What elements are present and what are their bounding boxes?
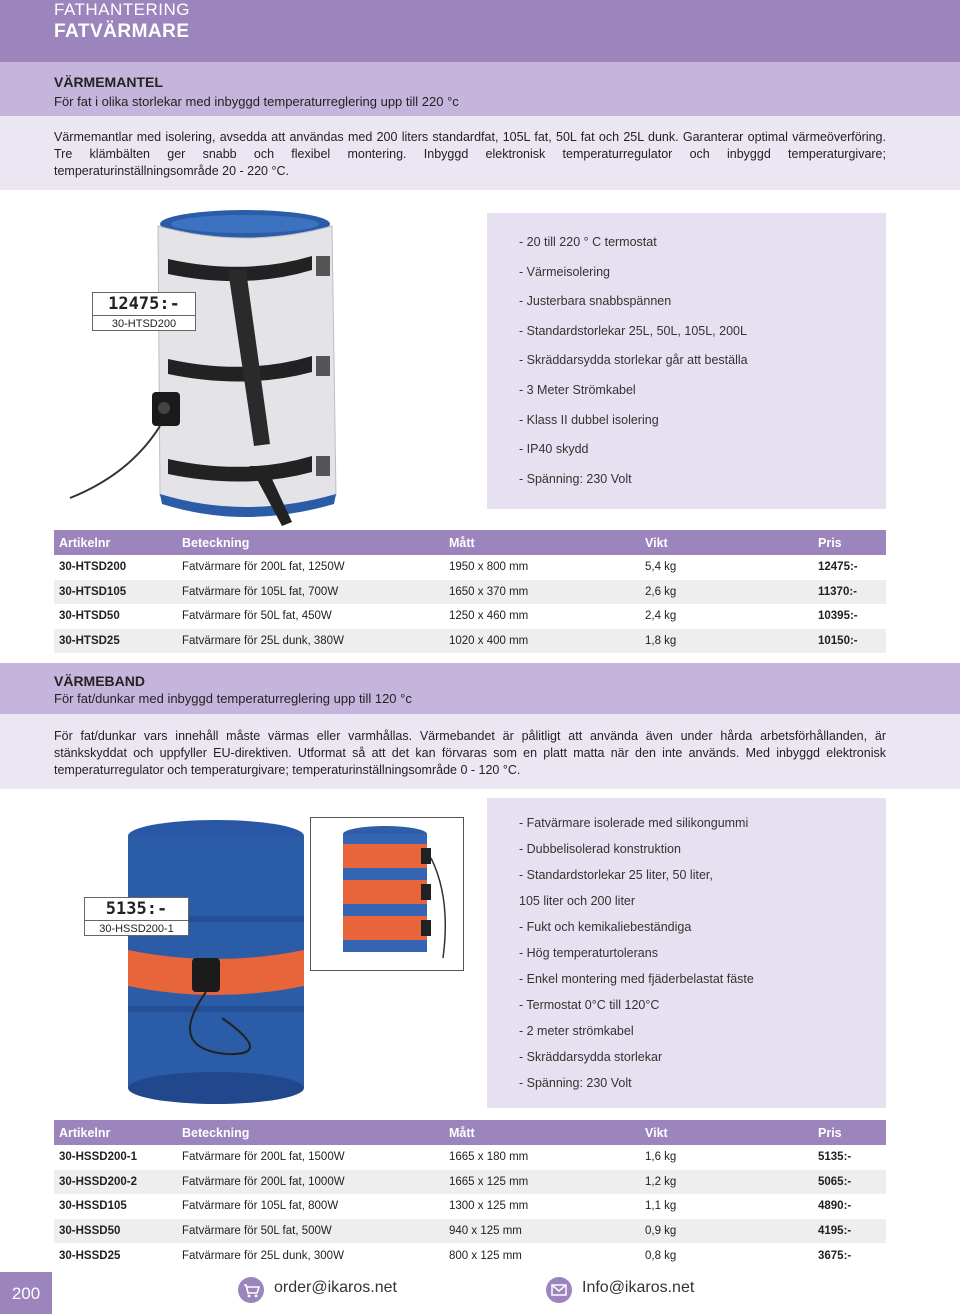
cell-beteckning: Fatvärmare för 105L fat, 700W	[177, 580, 444, 605]
feature-item: - Standardstorlekar 25 liter, 50 liter,	[519, 868, 713, 882]
section1-band	[0, 62, 960, 116]
order-email-link[interactable]: order@ikaros.net	[274, 1279, 397, 1296]
feature-item: - Skräddarsydda storlekar	[519, 1050, 663, 1064]
cell-beteckning: Fatvärmare för 200L fat, 1250W	[182, 561, 345, 574]
table-row	[54, 604, 886, 629]
feature-item: - Skräddarsydda storlekar går att beställa	[519, 353, 748, 368]
feature-item: - Standardstorlekar 25L, 50L, 105L, 200L	[519, 323, 747, 338]
section2-features-box	[487, 798, 886, 1108]
cell-pris: 11370:-	[813, 580, 886, 605]
cell-pris: 10395:-	[818, 610, 858, 623]
col-header-artikelnr: Artikelnr	[54, 1120, 177, 1145]
cell-artikelnr: 30-HTSD50	[59, 610, 120, 623]
price-code: 30-HSSD200-1	[99, 923, 174, 935]
page-number: 200	[0, 1272, 52, 1314]
cell-vikt: 2,6 kg	[640, 580, 813, 605]
cell-matt: 1300 x 125 mm	[449, 1200, 529, 1213]
cell-matt: 800 x 125 mm	[449, 1249, 522, 1262]
cell-matt: 1950 x 800 mm	[449, 561, 529, 574]
heating-band-drum-image	[126, 818, 306, 1108]
mail-icon	[546, 1277, 572, 1303]
page-title: FATVÄRMARE	[54, 21, 190, 42]
cell-matt: 1020 x 400 mm	[444, 629, 640, 654]
cart-icon	[238, 1277, 264, 1303]
cell-artikelnr: 30-HSSD105	[59, 1200, 127, 1213]
page-header	[0, 0, 960, 62]
stack-band-2	[343, 880, 427, 904]
price-tag	[92, 292, 196, 331]
cell-pris: 5135:-	[818, 1151, 852, 1164]
heating-jacket-image	[60, 204, 340, 530]
col-header-matt: Mått	[444, 530, 640, 555]
cell-artikelnr: 30-HTSD200	[59, 561, 127, 574]
cell-matt: 1250 x 460 mm	[449, 610, 529, 623]
cell-artikelnr: 30-HSSD50	[54, 1219, 177, 1244]
cell-vikt: 0,8 kg	[645, 1249, 677, 1262]
cell-artikelnr: 30-HSSD25	[59, 1249, 121, 1262]
stacked-drums-image	[311, 818, 463, 970]
table-header-row	[54, 530, 886, 555]
section2-description-box	[0, 714, 960, 789]
cell-artikelnr: 30-HTSD25	[54, 629, 177, 654]
table-row	[54, 1194, 886, 1219]
stack-box-1	[421, 848, 431, 864]
cell-matt: 1665 x 125 mm	[444, 1170, 640, 1195]
col-header-pris: Pris	[813, 1120, 886, 1145]
feature-item: - Enkel montering med fjäderbelastat fäste	[519, 972, 754, 986]
cell-pris: 10150:-	[813, 629, 886, 654]
table-row	[54, 1170, 886, 1195]
section1-subtitle: För fat i olika storlekar med inbyggd temperaturreglering upp till 220 °c	[54, 94, 459, 109]
cell-vikt: 1,2 kg	[640, 1170, 813, 1195]
price-value: 5135:-	[85, 898, 188, 921]
cell-pris: 3675:-	[818, 1249, 852, 1262]
buckle-top	[316, 256, 330, 276]
buckle-bottom	[316, 456, 330, 476]
price-code: 30-HTSD200	[111, 318, 177, 330]
table-row	[54, 555, 886, 580]
thermostat-knob	[158, 402, 170, 414]
cell-matt: 1665 x 180 mm	[449, 1151, 529, 1164]
cell-beteckning: Fatvärmare för 25L dunk, 300W	[182, 1249, 344, 1262]
band-controller	[192, 958, 220, 992]
cell-artikelnr: 30-HTSD105	[54, 580, 177, 605]
cell-vikt: 1,6 kg	[645, 1151, 677, 1164]
table-row	[54, 580, 886, 605]
stack-band-3	[343, 916, 427, 940]
drum-base	[128, 1072, 304, 1104]
feature-item: - Fatvärmare isolerade med silikongummi	[519, 816, 749, 830]
feature-item: 105 liter och 200 liter	[519, 894, 636, 908]
feature-item: - Termostat 0°C till 120°C	[519, 998, 660, 1012]
section1-description-box	[0, 116, 960, 190]
section1-features-box	[487, 213, 886, 509]
stack-band-1	[343, 844, 427, 868]
col-header-beteckning: Beteckning	[177, 1120, 444, 1145]
cell-vikt: 2,4 kg	[645, 610, 677, 623]
cell-beteckning: Fatvärmare för 105L fat, 800W	[182, 1200, 339, 1213]
col-header-beteckning: Beteckning	[177, 530, 444, 555]
cell-beteckning: Fatvärmare för 25L dunk, 380W	[177, 629, 444, 654]
cell-pris: 5065:-	[813, 1170, 886, 1195]
drum-rib-2	[128, 1006, 304, 1012]
cell-beteckning: Fatvärmare för 50L fat, 500W	[177, 1219, 444, 1244]
cell-beteckning: Fatvärmare för 200L fat, 1500W	[182, 1151, 345, 1164]
feature-item: - Spänning: 230 Volt	[519, 471, 632, 486]
price-value: 12475:-	[93, 293, 195, 316]
buckle-middle	[316, 356, 330, 376]
table-row	[54, 1219, 886, 1244]
feature-item: - Värmeisolering	[519, 264, 611, 279]
col-header-artikelnr: Artikelnr	[54, 530, 177, 555]
feature-item: - IP40 skydd	[519, 442, 589, 457]
info-email-link[interactable]: Info@ikaros.net	[582, 1279, 695, 1296]
col-header-vikt: Vikt	[640, 1120, 813, 1145]
section2-band	[0, 663, 960, 714]
price-tag	[84, 897, 189, 936]
stack-box-2	[421, 884, 431, 900]
col-header-vikt: Vikt	[640, 530, 813, 555]
cell-artikelnr: 30-HSSD200-2	[54, 1170, 177, 1195]
col-header-matt: Mått	[444, 1120, 640, 1145]
table-row	[54, 1243, 886, 1268]
feature-item: - Justerbara snabbspännen	[519, 294, 672, 309]
feature-item: - 2 meter strömkabel	[519, 1024, 634, 1038]
power-cable	[70, 426, 160, 498]
cell-pris: 12475:-	[818, 561, 858, 574]
cell-vikt: 1,1 kg	[645, 1200, 677, 1213]
cell-artikelnr: 30-HSSD200-1	[59, 1151, 137, 1164]
category-label: FATHANTERING	[54, 0, 191, 19]
section2-description: För fat/dunkar vars innehåll måste värmas eller varmhållas. Värmebandet är pålitligt att använda även under hårda arbetsförhållanden, är stänkskyddat och uppfyller EU-direktiven. Utformat så att det kan förvaras som en platt matta när den inte används. Med inbyggd elektronisk temperaturregulator och temperaturgivare; temperaturinställningsområde 0 - 120 °C.	[54, 729, 886, 777]
feature-item: - 20 till 220 ° C termostat	[519, 235, 657, 249]
cell-beteckning: Fatvärmare för 200L fat, 1000W	[177, 1170, 444, 1195]
table-row	[54, 629, 886, 654]
section2-subtitle: För fat/dunkar med inbyggd temperaturreglering upp till 120 °c	[54, 691, 412, 706]
cell-vikt: 5,4 kg	[645, 561, 677, 574]
feature-item: - Klass II dubbel isolering	[519, 412, 659, 427]
section1-product-table	[54, 530, 886, 653]
drum-lid-inner	[171, 215, 319, 233]
section1-description: Värmemantlar med isolering, avsedda att användas med 200 liters standardfat, 105L fat, 50L fat och 25L dunk. Garanterar optimal värmeöverföring. Tre klämbälten ger snabb och flexibel montering. Inbyggd elektronisk temperaturregulator och inbyggd temperaturgivare; temperaturinställningsområde 20 - 220 °C.	[54, 130, 886, 178]
feature-item: - Spänning: 230 Volt	[519, 1076, 632, 1090]
stack-cable	[431, 858, 445, 958]
cell-beteckning: Fatvärmare för 50L fat, 450W	[182, 610, 332, 623]
stack-box-3	[421, 920, 431, 936]
feature-item: - Dubbelisolerad konstruktion	[519, 842, 681, 856]
section2-features-list	[519, 816, 754, 1102]
section2-product-table	[54, 1120, 886, 1268]
cell-matt: 1650 x 370 mm	[444, 580, 640, 605]
section1-heading: VÄRMEMANTEL	[54, 74, 163, 90]
cell-vikt: 1,8 kg	[640, 629, 813, 654]
section1-features-list	[519, 235, 748, 501]
cell-vikt: 0,9 kg	[640, 1219, 813, 1244]
feature-item: - Fukt och kemikaliebeständiga	[519, 920, 692, 934]
table-header-row	[54, 1120, 886, 1145]
col-header-pris: Pris	[813, 530, 886, 555]
section2-heading: VÄRMEBAND	[54, 673, 145, 689]
feature-item: - Hög temperaturtolerans	[519, 946, 658, 960]
table-row	[54, 1145, 886, 1170]
heating-band-detail-frame	[310, 817, 464, 971]
cell-pris: 4890:-	[818, 1200, 852, 1213]
cell-pris: 4195:-	[813, 1219, 886, 1244]
cell-matt: 940 x 125 mm	[444, 1219, 640, 1244]
feature-item: - 3 Meter Strömkabel	[519, 382, 636, 397]
